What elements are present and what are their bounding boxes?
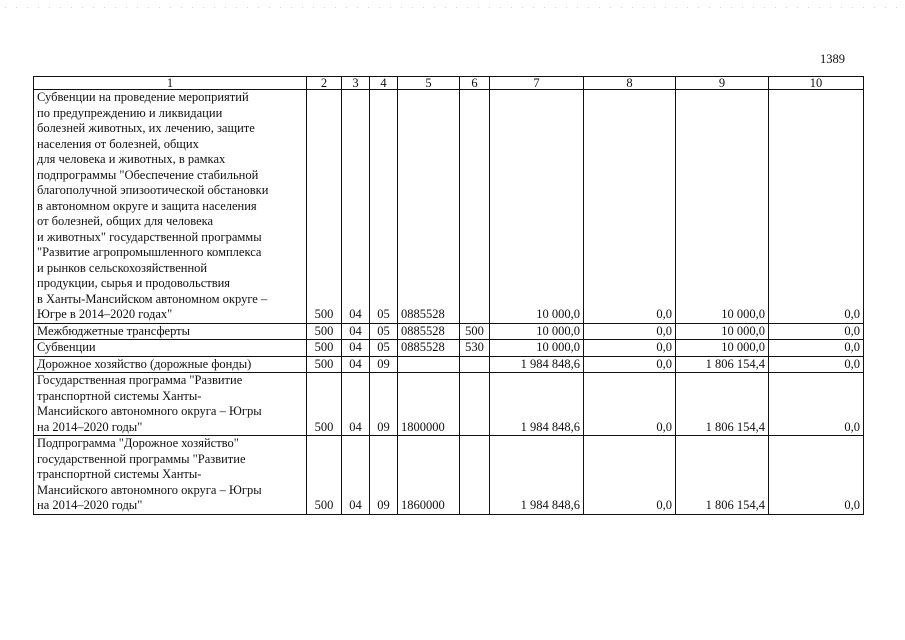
description-line: Межбюджетные трансферты <box>37 323 191 338</box>
cell-c9: 10 000,0 <box>676 90 769 324</box>
description-line: Мансийского автономного округа – Югры <box>37 404 262 418</box>
cell-c4: 05 <box>370 323 398 340</box>
cell-c4: 09 <box>370 356 398 373</box>
cell-c10: 0,0 <box>769 356 864 373</box>
cell-c8: 0,0 <box>584 90 676 324</box>
header-cell: 3 <box>342 77 370 90</box>
description-line: для человека и животных, в рамках <box>37 152 226 166</box>
description-line: Дорожное хозяйство (дорожные фонды) <box>37 356 252 371</box>
row-description <box>34 323 307 340</box>
budget-table <box>33 76 864 515</box>
cell-c6: 500 <box>460 323 490 340</box>
row-description <box>34 436 307 515</box>
description-line: на 2014–2020 годы" <box>37 419 143 434</box>
row-description <box>34 90 307 324</box>
header-cell: 10 <box>769 77 864 90</box>
table-row <box>34 436 864 515</box>
cell-c9: 10 000,0 <box>676 340 769 357</box>
cell-c2: 500 <box>307 90 342 324</box>
description-line: Мансийского автономного округа – Югры <box>37 482 262 497</box>
cell-c2: 500 <box>307 340 342 357</box>
description-line: благополучной эпизоотической обстановки <box>37 183 269 197</box>
cell-c10: 0,0 <box>769 323 864 340</box>
description-line: в Ханты-Мансийском автономном округе – <box>37 291 268 306</box>
page-number: 1389 <box>820 52 845 66</box>
cell-c7: 1 984 848,6 <box>490 373 584 436</box>
table-row <box>34 373 864 436</box>
cell-c3: 04 <box>342 323 370 340</box>
cell-c3: 04 <box>342 436 370 515</box>
cell-c6 <box>460 436 490 515</box>
cell-c8: 0,0 <box>584 356 676 373</box>
cell-c8: 0,0 <box>584 323 676 340</box>
description-line: населения от болезней, общих <box>37 136 199 151</box>
description-line: на 2014–2020 годы" <box>37 498 143 512</box>
cell-c2: 500 <box>307 373 342 436</box>
description-line: болезней животных, их лечению, защите <box>37 121 255 135</box>
header-cell: 4 <box>370 77 398 90</box>
cell-c7: 1 984 848,6 <box>490 436 584 515</box>
table-row <box>34 323 864 340</box>
cell-c3: 04 <box>342 373 370 436</box>
header-cell: 5 <box>398 77 460 90</box>
scan-artifact-dots <box>0 6 905 9</box>
cell-c5: 0885528 <box>398 340 460 357</box>
cell-c8: 0,0 <box>584 436 676 515</box>
cell-c3: 04 <box>342 356 370 373</box>
description-line: по предупреждению и ликвидации <box>37 105 223 120</box>
cell-c3: 04 <box>342 340 370 357</box>
description-line: и животных" государственной программы <box>37 229 262 244</box>
description-line: транспортной системы Ханты- <box>37 467 202 481</box>
cell-c5: 0885528 <box>398 323 460 340</box>
description-line: "Развитие агропромышленного комплекса <box>37 245 262 259</box>
cell-c5: 1800000 <box>398 373 460 436</box>
description-line: транспортной системы Ханты- <box>37 388 202 403</box>
cell-c4: 09 <box>370 436 398 515</box>
cell-c2: 500 <box>307 323 342 340</box>
cell-c9: 1 806 154,4 <box>676 436 769 515</box>
cell-c9: 1 806 154,4 <box>676 356 769 373</box>
cell-c7: 10 000,0 <box>490 90 584 324</box>
cell-c10: 0,0 <box>769 90 864 324</box>
cell-c6 <box>460 90 490 324</box>
cell-c5 <box>398 356 460 373</box>
description-line: в автономном округе и защита населения <box>37 198 257 213</box>
cell-c7: 1 984 848,6 <box>490 356 584 373</box>
header-cell: 1 <box>34 77 307 90</box>
description-line: государственной программы "Развитие <box>37 451 246 466</box>
cell-c9: 10 000,0 <box>676 323 769 340</box>
cell-c6 <box>460 356 490 373</box>
cell-c10: 0,0 <box>769 340 864 357</box>
cell-c5: 0885528 <box>398 90 460 324</box>
description-line: Субвенции <box>37 340 96 354</box>
cell-c3: 04 <box>342 90 370 324</box>
cell-c2: 500 <box>307 436 342 515</box>
cell-c7: 10 000,0 <box>490 340 584 357</box>
cell-c8: 0,0 <box>584 373 676 436</box>
cell-c4: 09 <box>370 373 398 436</box>
header-cell: 7 <box>490 77 584 90</box>
cell-c6 <box>460 373 490 436</box>
header-cell: 9 <box>676 77 769 90</box>
description-line: Субвенции на проведение мероприятий <box>37 90 249 104</box>
cell-c4: 05 <box>370 340 398 357</box>
cell-c8: 0,0 <box>584 340 676 357</box>
cell-c5: 1860000 <box>398 436 460 515</box>
row-description <box>34 356 307 373</box>
header-cell: 2 <box>307 77 342 90</box>
cell-c2: 500 <box>307 356 342 373</box>
cell-c7: 10 000,0 <box>490 323 584 340</box>
cell-c4: 05 <box>370 90 398 324</box>
row-description <box>34 373 307 436</box>
table-header-row <box>34 77 864 90</box>
table-row <box>34 340 864 357</box>
cell-c10: 0,0 <box>769 373 864 436</box>
description-line: от болезней, общих для человека <box>37 214 214 228</box>
cell-c10: 0,0 <box>769 436 864 515</box>
description-line: продукции, сырья и продовольствия <box>37 276 231 290</box>
cell-c6: 530 <box>460 340 490 357</box>
row-description <box>34 340 307 357</box>
header-cell: 6 <box>460 77 490 90</box>
description-line: и рынков сельскохозяйственной <box>37 260 208 275</box>
table-row <box>34 90 864 324</box>
header-cell: 8 <box>584 77 676 90</box>
description-line: Государственная программа "Развитие <box>37 373 243 387</box>
table-row <box>34 356 864 373</box>
description-line: подпрограммы "Обеспечение стабильной <box>37 167 259 182</box>
description-line: Подпрограмма "Дорожное хозяйство" <box>37 436 239 450</box>
description-line: Югре в 2014–2020 годах" <box>37 307 173 321</box>
cell-c9: 1 806 154,4 <box>676 373 769 436</box>
